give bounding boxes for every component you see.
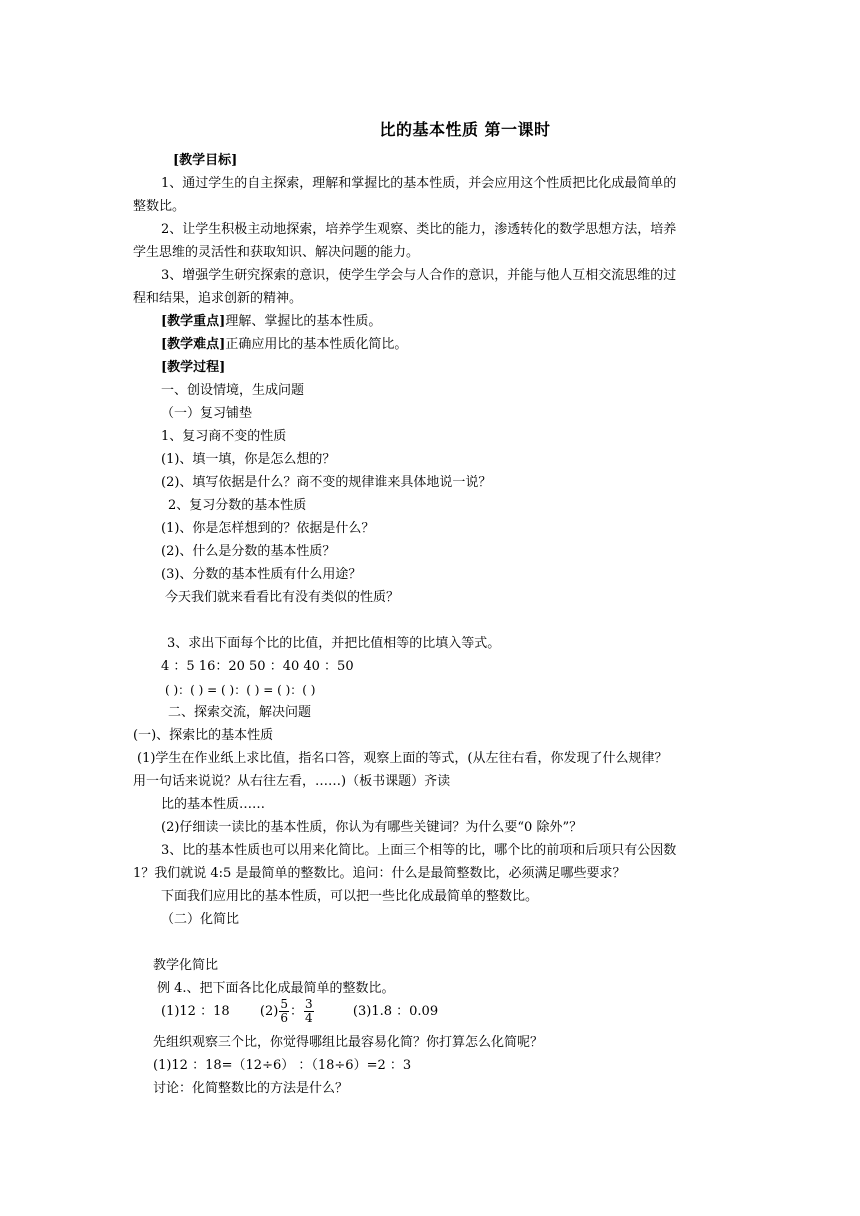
observe-question: 先组织观察三个比，你觉得哪组比最容易化简？你打算怎么化简呢？ [153,1035,544,1050]
goal-1-line-2: 整数比。 [133,199,186,214]
fraction-five-sixths: $\frac{5}{6}$ [280,997,288,1025]
discussion-question: 讨论：化简整数比的方法是什么？ [153,1081,349,1096]
explore-p1-line-1: (1)学生在作业纸上求比值，指名口答，观察上面的等式，(从左往右看，你发现了什么规律？ [137,751,668,766]
review-item-1b: (2)、填写依据是什么？商不变的规律谁来具体地说一说？ [161,475,492,490]
section-1-heading: 一、创设情境，生成问题 [161,383,305,398]
difficulty-label: [教学难点] [161,337,226,352]
key-point-label: [教学重点] [161,314,226,329]
example-ratio-3: (3)1.8 ：0.09 [352,1004,439,1019]
explore-p4: 下面我们应用比的基本性质，可以把一些比化成最简单的整数比。 [161,889,539,904]
goals-heading: [教学目标] [173,153,238,168]
review-item-1: 1、复习商不变的性质 [161,429,287,444]
difficulty-text: 正确应用比的基本性质化简比。 [225,337,408,352]
explore-p3-line-1: 3、比的基本性质也可以用来化简比。上面三个相等的比，哪个比的前项和后项只有公因数 [161,843,677,858]
subsection-review: （一）复习铺垫 [161,406,253,421]
ratio-list: 4 ：5 16：20 50 ：40 40 ：50 [161,659,354,674]
explore-p3-line-2: 1？我们就说 4:5 是最简单的整数比。追问：什么是最简整数比，必须满足哪些要求？ [133,866,626,881]
example-4: 例 4.、把下面各比化成最简单的整数比。 [157,981,395,996]
review-item-2c: (3)、分数的基本性质有什么用途？ [161,567,362,582]
teach-simplify: 教学化简比 [153,958,219,973]
example-ratio-2-prefix: (2) [259,1004,279,1019]
goal-3-line-2: 程和结果，追求创新的精神。 [133,291,303,306]
subsection-explore: (一)、探索比的基本性质 [133,728,274,743]
review-item-1a: (1)、填一填，你是怎么想的？ [161,452,336,467]
explore-p2: (2)仔细读一读比的基本性质，你认为有哪些关键词？为什么要“0 除外”？ [161,820,583,835]
goal-1-line-1: 1、通过学生的自主探索，理解和掌握比的基本性质，并会应用这个性质把比化成最简单的 [161,176,677,191]
process-heading: [教学过程] [161,360,226,375]
goal-2-line-2: 学生思维的灵活性和获取知识、解决问题的能力。 [133,245,420,260]
review-item-3: 3、求出下面每个比的比值，并把比值相等的比填入等式。 [167,636,501,651]
explore-p1-line-3: 比的基本性质…… [161,797,266,812]
review-item-2a: (1)、你是怎样想到的？依据是什么？ [161,521,375,536]
review-item-2b: (2)、什么是分数的基本性质？ [161,544,336,559]
goal-3-line-1: 3、增强学生研究探索的意识，使学生学会与人合作的意识，并能与他人互相交流思维的过 [161,268,677,283]
explore-p1-line-2: 用一句话来说说？从右往左看，……)（板书课题）齐读 [133,774,451,789]
ratio-blanks: ( )：( ) = ( )：( ) = ( )：( ) [165,683,316,697]
example-ratio-1: (1)12 ：18 [161,1004,230,1019]
example-ratio-2-colon: ： [289,1004,303,1019]
review-item-2: 2、复习分数的基本性质 [168,498,307,513]
fraction-three-quarters: $\frac{3}{4}$ [305,997,313,1025]
section-2-heading: 二、探索交流，解决问题 [168,705,312,720]
today-question: 今天我们就来看看比有没有类似的性质？ [165,590,400,605]
subsection-simplify: （二）化简比 [161,912,240,927]
goal-2-line-1: 2、让学生积极主动地探索，培养学生观察、类比的能力，渗透转化的数学思想方法，培养 [161,222,677,237]
key-point-line [161,313,381,331]
solution-1: (1)12 ：18=（12÷6） ：（18÷6）=2 ：3 [153,1058,412,1073]
example-ratios-row [161,992,438,1032]
difficulty-line [161,336,407,354]
key-point-text: 理解、掌握比的基本性质。 [225,314,382,329]
page-title: 比的基本性质 第一课时 [379,120,551,139]
